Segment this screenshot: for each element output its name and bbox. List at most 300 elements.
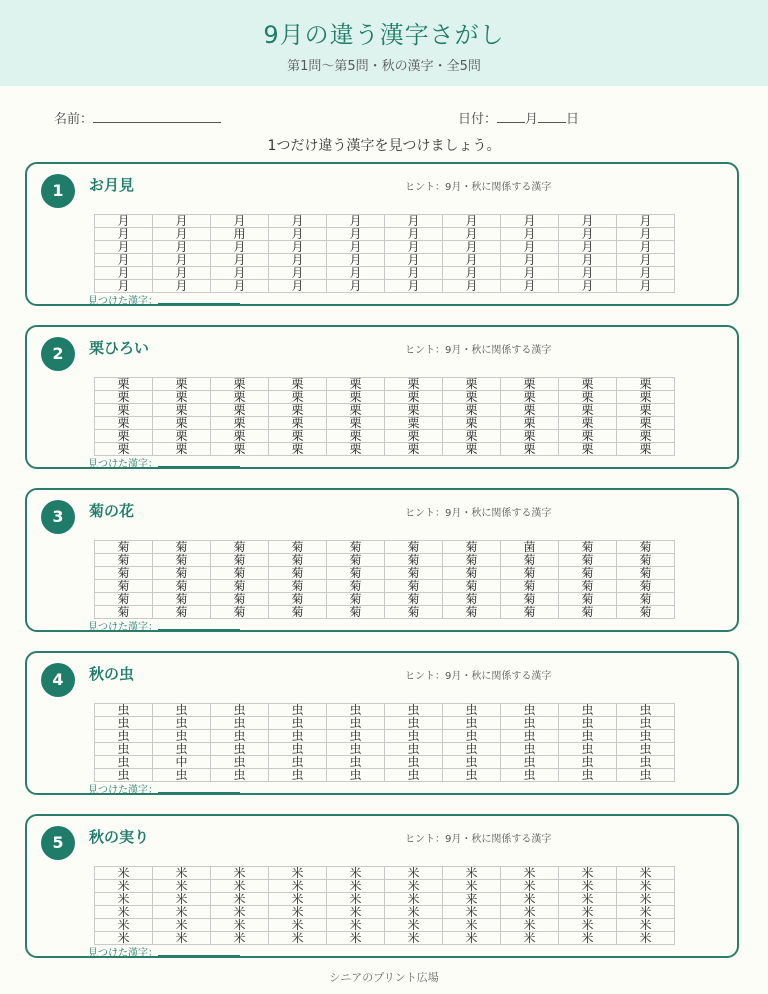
kanji-cell[interactable]: 米	[559, 880, 617, 893]
kanji-cell[interactable]: 虫	[327, 704, 385, 717]
kanji-cell[interactable]: 菊	[443, 606, 501, 619]
kanji-cell[interactable]: 虫	[443, 730, 501, 743]
kanji-cell[interactable]: 栗	[327, 443, 385, 456]
kanji-cell[interactable]: 菊	[443, 541, 501, 554]
kanji-cell[interactable]: 栗	[385, 430, 443, 443]
kanji-cell[interactable]: 虫	[559, 704, 617, 717]
kanji-cell[interactable]: 月	[501, 241, 559, 254]
kanji-cell[interactable]: 米	[95, 919, 153, 932]
kanji-cell[interactable]: 月	[269, 215, 327, 228]
kanji-cell[interactable]: 栗	[327, 391, 385, 404]
kanji-cell[interactable]: 米	[443, 867, 501, 880]
kanji-cell[interactable]: 菊	[327, 593, 385, 606]
kanji-cell[interactable]: 栗	[153, 391, 211, 404]
kanji-cell[interactable]: 米	[211, 867, 269, 880]
kanji-cell[interactable]: 栗	[211, 443, 269, 456]
kanji-cell[interactable]: 米	[211, 919, 269, 932]
kanji-cell[interactable]: 米	[327, 932, 385, 945]
kanji-cell[interactable]: 月	[443, 241, 501, 254]
kanji-cell[interactable]: 月	[153, 254, 211, 267]
kanji-cell[interactable]: 栗	[501, 391, 559, 404]
kanji-cell[interactable]: 栗	[443, 430, 501, 443]
kanji-cell[interactable]: 菊	[211, 567, 269, 580]
kanji-cell[interactable]: 月	[559, 215, 617, 228]
kanji-cell[interactable]: 米	[327, 906, 385, 919]
kanji-cell[interactable]: 月	[95, 215, 153, 228]
kanji-cell[interactable]: 虫	[211, 730, 269, 743]
kanji-cell[interactable]: 中	[153, 756, 211, 769]
kanji-cell[interactable]: 月	[327, 228, 385, 241]
kanji-cell[interactable]: 菊	[95, 593, 153, 606]
kanji-cell[interactable]: 米	[153, 919, 211, 932]
kanji-cell[interactable]: 米	[501, 893, 559, 906]
kanji-cell[interactable]: 栗	[559, 430, 617, 443]
kanji-cell[interactable]: 虫	[269, 730, 327, 743]
kanji-cell[interactable]: 月	[269, 228, 327, 241]
kanji-cell[interactable]: 虫	[559, 717, 617, 730]
kanji-cell[interactable]: 月	[617, 280, 675, 293]
kanji-cell[interactable]: 菊	[385, 593, 443, 606]
kanji-cell[interactable]: 栗	[95, 378, 153, 391]
kanji-cell[interactable]: 菊	[385, 567, 443, 580]
kanji-cell[interactable]: 栗	[269, 443, 327, 456]
name-blank[interactable]	[93, 110, 221, 123]
kanji-cell[interactable]: 栗	[617, 404, 675, 417]
kanji-cell[interactable]: 米	[501, 867, 559, 880]
kanji-cell[interactable]: 菊	[385, 580, 443, 593]
kanji-cell[interactable]: 米	[559, 932, 617, 945]
kanji-cell[interactable]: 虫	[95, 704, 153, 717]
kanji-cell[interactable]: 米	[211, 893, 269, 906]
kanji-cell[interactable]: 菊	[211, 580, 269, 593]
kanji-cell[interactable]: 菊	[95, 606, 153, 619]
kanji-cell[interactable]: 菊	[269, 606, 327, 619]
date-field[interactable]	[458, 108, 579, 127]
kanji-cell[interactable]: 栗	[443, 443, 501, 456]
kanji-cell[interactable]: 菊	[443, 580, 501, 593]
kanji-cell[interactable]: 米	[211, 880, 269, 893]
kanji-cell[interactable]: 虫	[617, 704, 675, 717]
kanji-cell[interactable]: 菊	[269, 580, 327, 593]
kanji-cell[interactable]: 虫	[327, 756, 385, 769]
kanji-cell[interactable]: 月	[617, 254, 675, 267]
kanji-cell[interactable]: 米	[559, 867, 617, 880]
kanji-cell[interactable]: 虫	[95, 717, 153, 730]
kanji-cell[interactable]: 菊	[153, 554, 211, 567]
kanji-cell[interactable]: 菊	[617, 567, 675, 580]
kanji-cell[interactable]: 月	[211, 280, 269, 293]
kanji-cell[interactable]: 菊	[617, 580, 675, 593]
kanji-cell[interactable]: 栗	[269, 430, 327, 443]
kanji-cell[interactable]: 栗	[269, 391, 327, 404]
kanji-cell[interactable]: 栗	[385, 391, 443, 404]
kanji-cell[interactable]: 米	[211, 932, 269, 945]
kanji-cell[interactable]: 栗	[617, 417, 675, 430]
kanji-cell[interactable]: 米	[559, 919, 617, 932]
kanji-cell[interactable]: 栗	[617, 378, 675, 391]
kanji-cell[interactable]: 虫	[95, 769, 153, 782]
kanji-cell[interactable]: 菊	[95, 580, 153, 593]
kanji-cell[interactable]: 菊	[95, 541, 153, 554]
kanji-cell[interactable]: 米	[327, 893, 385, 906]
kanji-cell[interactable]: 月	[501, 215, 559, 228]
kanji-cell[interactable]: 菊	[327, 580, 385, 593]
kanji-cell[interactable]: 栗	[443, 404, 501, 417]
kanji-cell[interactable]: 虫	[385, 730, 443, 743]
kanji-cell[interactable]: 米	[153, 932, 211, 945]
kanji-cell[interactable]: 虫	[501, 743, 559, 756]
kanji-cell[interactable]: 虫	[559, 730, 617, 743]
kanji-cell[interactable]: 栗	[617, 430, 675, 443]
kanji-cell[interactable]: 栗	[153, 378, 211, 391]
kanji-cell[interactable]: 栗	[559, 378, 617, 391]
kanji-cell[interactable]: 菊	[211, 541, 269, 554]
kanji-cell[interactable]: 米	[95, 932, 153, 945]
kanji-cell[interactable]: 月	[443, 280, 501, 293]
kanji-cell[interactable]: 月	[559, 267, 617, 280]
kanji-cell[interactable]: 栗	[327, 430, 385, 443]
kanji-cell[interactable]: 虫	[211, 756, 269, 769]
kanji-cell[interactable]: 虫	[95, 756, 153, 769]
found-answer-field[interactable]	[88, 944, 240, 959]
kanji-cell[interactable]: 月	[501, 267, 559, 280]
kanji-cell[interactable]: 栗	[211, 404, 269, 417]
kanji-cell[interactable]: 月	[617, 228, 675, 241]
kanji-cell[interactable]: 栗	[153, 417, 211, 430]
kanji-cell[interactable]: 米	[443, 932, 501, 945]
kanji-cell[interactable]: 月	[269, 241, 327, 254]
month-blank[interactable]	[497, 110, 525, 123]
kanji-cell[interactable]: 菊	[443, 554, 501, 567]
kanji-cell[interactable]: 米	[443, 919, 501, 932]
kanji-cell[interactable]: 米	[501, 880, 559, 893]
kanji-cell[interactable]: 虫	[211, 769, 269, 782]
kanji-cell[interactable]: 虫	[327, 743, 385, 756]
kanji-cell[interactable]: 米	[211, 906, 269, 919]
kanji-cell[interactable]: 粟	[385, 417, 443, 430]
kanji-cell[interactable]: 月	[501, 280, 559, 293]
kanji-cell[interactable]: 虫	[153, 743, 211, 756]
kanji-cell[interactable]: 月	[95, 228, 153, 241]
kanji-cell[interactable]: 虫	[617, 769, 675, 782]
kanji-cell[interactable]: 菊	[211, 606, 269, 619]
name-field[interactable]	[54, 108, 221, 127]
kanji-cell[interactable]: 月	[327, 267, 385, 280]
kanji-cell[interactable]: 月	[153, 267, 211, 280]
kanji-cell[interactable]: 月	[211, 215, 269, 228]
kanji-cell[interactable]: 月	[153, 280, 211, 293]
kanji-cell[interactable]: 菊	[559, 541, 617, 554]
kanji-cell[interactable]: 月	[559, 254, 617, 267]
kanji-cell[interactable]: 米	[327, 880, 385, 893]
kanji-cell[interactable]: 菊	[617, 541, 675, 554]
kanji-cell[interactable]: 菊	[211, 554, 269, 567]
kanji-cell[interactable]: 菊	[501, 567, 559, 580]
kanji-cell[interactable]: 月	[211, 254, 269, 267]
kanji-cell[interactable]: 月	[327, 254, 385, 267]
kanji-cell[interactable]: 月	[559, 228, 617, 241]
kanji-cell[interactable]: 虫	[559, 743, 617, 756]
kanji-cell[interactable]: 米	[95, 893, 153, 906]
kanji-cell[interactable]: 月	[559, 280, 617, 293]
kanji-cell[interactable]: 虫	[95, 730, 153, 743]
kanji-cell[interactable]: 虫	[327, 730, 385, 743]
kanji-cell[interactable]: 米	[95, 906, 153, 919]
kanji-cell[interactable]: 米	[385, 880, 443, 893]
kanji-cell[interactable]: 栗	[211, 378, 269, 391]
kanji-cell[interactable]: 菊	[559, 606, 617, 619]
kanji-cell[interactable]: 米	[501, 919, 559, 932]
kanji-cell[interactable]: 虫	[443, 704, 501, 717]
kanji-cell[interactable]: 虫	[617, 743, 675, 756]
kanji-cell[interactable]: 米	[443, 906, 501, 919]
kanji-cell[interactable]: 月	[153, 228, 211, 241]
kanji-cell[interactable]: 菊	[559, 580, 617, 593]
kanji-cell[interactable]: 栗	[385, 378, 443, 391]
kanji-cell[interactable]: 虫	[385, 717, 443, 730]
kanji-cell[interactable]: 米	[385, 867, 443, 880]
kanji-cell[interactable]: 菊	[501, 554, 559, 567]
found-answer-blank[interactable]	[158, 783, 240, 793]
kanji-cell[interactable]: 米	[443, 880, 501, 893]
kanji-cell[interactable]: 菊	[269, 554, 327, 567]
kanji-cell[interactable]: 栗	[385, 404, 443, 417]
kanji-cell[interactable]: 菊	[327, 567, 385, 580]
kanji-cell[interactable]: 栗	[443, 417, 501, 430]
kanji-cell[interactable]: 月	[385, 215, 443, 228]
kanji-cell[interactable]: 米	[95, 880, 153, 893]
kanji-cell[interactable]: 栗	[559, 443, 617, 456]
kanji-cell[interactable]: 虫	[443, 717, 501, 730]
kanji-cell[interactable]: 菊	[211, 593, 269, 606]
kanji-cell[interactable]: 栗	[385, 443, 443, 456]
kanji-cell[interactable]: 菊	[269, 567, 327, 580]
kanji-cell[interactable]: 栗	[269, 404, 327, 417]
found-answer-blank[interactable]	[158, 946, 240, 956]
kanji-cell[interactable]: 米	[153, 906, 211, 919]
kanji-cell[interactable]: 米	[559, 893, 617, 906]
kanji-cell[interactable]: 米	[617, 906, 675, 919]
kanji-cell[interactable]: 栗	[211, 417, 269, 430]
kanji-cell[interactable]: 虫	[501, 769, 559, 782]
kanji-cell[interactable]: 菊	[153, 580, 211, 593]
kanji-cell[interactable]: 月	[327, 280, 385, 293]
kanji-cell[interactable]: 菊	[443, 567, 501, 580]
kanji-cell[interactable]: 栗	[617, 391, 675, 404]
kanji-cell[interactable]: 菌	[501, 541, 559, 554]
kanji-cell[interactable]: 虫	[559, 756, 617, 769]
kanji-cell[interactable]: 菊	[327, 541, 385, 554]
kanji-cell[interactable]: 月	[327, 215, 385, 228]
kanji-cell[interactable]: 月	[559, 241, 617, 254]
kanji-cell[interactable]: 月	[617, 215, 675, 228]
kanji-cell[interactable]: 虫	[327, 769, 385, 782]
kanji-cell[interactable]: 菊	[501, 580, 559, 593]
kanji-cell[interactable]: 栗	[559, 391, 617, 404]
kanji-cell[interactable]: 菊	[153, 593, 211, 606]
kanji-cell[interactable]: 栗	[95, 443, 153, 456]
kanji-cell[interactable]: 菊	[95, 567, 153, 580]
kanji-cell[interactable]: 月	[443, 254, 501, 267]
kanji-cell[interactable]: 菊	[501, 606, 559, 619]
kanji-cell[interactable]: 月	[153, 215, 211, 228]
kanji-cell[interactable]: 虫	[501, 704, 559, 717]
kanji-cell[interactable]: 米	[153, 867, 211, 880]
kanji-cell[interactable]: 虫	[443, 756, 501, 769]
kanji-cell[interactable]: 米	[617, 867, 675, 880]
kanji-cell[interactable]: 虫	[269, 717, 327, 730]
kanji-cell[interactable]: 虫	[501, 717, 559, 730]
kanji-cell[interactable]: 月	[327, 241, 385, 254]
kanji-cell[interactable]: 菊	[327, 554, 385, 567]
kanji-cell[interactable]: 米	[269, 867, 327, 880]
kanji-cell[interactable]: 虫	[269, 743, 327, 756]
kanji-cell[interactable]: 栗	[559, 417, 617, 430]
kanji-cell[interactable]: 月	[269, 280, 327, 293]
kanji-cell[interactable]: 菊	[559, 593, 617, 606]
kanji-cell[interactable]: 月	[385, 254, 443, 267]
kanji-cell[interactable]: 菊	[269, 541, 327, 554]
kanji-cell[interactable]: 栗	[501, 417, 559, 430]
kanji-cell[interactable]: 月	[95, 280, 153, 293]
kanji-cell[interactable]: 月	[443, 267, 501, 280]
kanji-cell[interactable]: 栗	[501, 430, 559, 443]
kanji-cell[interactable]: 菊	[617, 554, 675, 567]
kanji-cell[interactable]: 栗	[211, 430, 269, 443]
kanji-cell[interactable]: 栗	[501, 443, 559, 456]
kanji-cell[interactable]: 虫	[95, 743, 153, 756]
kanji-cell[interactable]: 月	[385, 241, 443, 254]
kanji-cell[interactable]: 虫	[385, 756, 443, 769]
kanji-cell[interactable]: 月	[501, 254, 559, 267]
kanji-cell[interactable]: 栗	[153, 404, 211, 417]
kanji-cell[interactable]: 虫	[211, 717, 269, 730]
kanji-cell[interactable]: 栗	[501, 378, 559, 391]
kanji-cell[interactable]: 米	[501, 906, 559, 919]
kanji-cell[interactable]: 月	[385, 267, 443, 280]
kanji-cell[interactable]: 米	[501, 932, 559, 945]
kanji-cell[interactable]: 月	[211, 267, 269, 280]
kanji-cell[interactable]: 米	[269, 880, 327, 893]
kanji-cell[interactable]: 米	[327, 919, 385, 932]
found-answer-field[interactable]	[88, 292, 240, 307]
kanji-cell[interactable]: 来	[443, 893, 501, 906]
kanji-cell[interactable]: 虫	[385, 769, 443, 782]
kanji-cell[interactable]: 米	[617, 880, 675, 893]
kanji-cell[interactable]: 菊	[617, 593, 675, 606]
kanji-cell[interactable]: 栗	[95, 391, 153, 404]
kanji-cell[interactable]: 米	[385, 932, 443, 945]
kanji-cell[interactable]: 米	[617, 932, 675, 945]
kanji-cell[interactable]: 菊	[95, 554, 153, 567]
kanji-cell[interactable]: 虫	[269, 704, 327, 717]
found-answer-field[interactable]	[88, 781, 240, 796]
kanji-cell[interactable]: 栗	[153, 430, 211, 443]
kanji-cell[interactable]: 菊	[559, 554, 617, 567]
kanji-cell[interactable]: 菊	[327, 606, 385, 619]
kanji-cell[interactable]: 栗	[617, 443, 675, 456]
kanji-cell[interactable]: 米	[327, 867, 385, 880]
kanji-cell[interactable]: 米	[95, 867, 153, 880]
kanji-cell[interactable]: 栗	[95, 404, 153, 417]
kanji-cell[interactable]: 米	[385, 906, 443, 919]
kanji-cell[interactable]: 月	[501, 228, 559, 241]
kanji-cell[interactable]: 虫	[443, 769, 501, 782]
kanji-cell[interactable]: 米	[269, 919, 327, 932]
found-answer-blank[interactable]	[158, 620, 240, 630]
kanji-cell[interactable]: 虫	[153, 730, 211, 743]
kanji-cell[interactable]: 栗	[95, 417, 153, 430]
kanji-cell[interactable]: 月	[269, 254, 327, 267]
kanji-cell[interactable]: 虫	[385, 704, 443, 717]
kanji-cell[interactable]: 菊	[617, 606, 675, 619]
kanji-cell[interactable]: 月	[95, 254, 153, 267]
kanji-cell[interactable]: 栗	[153, 443, 211, 456]
kanji-cell[interactable]: 菊	[443, 593, 501, 606]
kanji-cell[interactable]: 月	[617, 241, 675, 254]
kanji-cell[interactable]: 虫	[153, 769, 211, 782]
kanji-cell[interactable]: 虫	[211, 743, 269, 756]
kanji-cell[interactable]: 月	[269, 267, 327, 280]
kanji-cell[interactable]: 虫	[385, 743, 443, 756]
kanji-cell[interactable]: 栗	[501, 404, 559, 417]
kanji-cell[interactable]: 月	[617, 267, 675, 280]
kanji-cell[interactable]: 虫	[327, 717, 385, 730]
found-answer-field[interactable]	[88, 618, 240, 633]
kanji-cell[interactable]: 米	[385, 893, 443, 906]
kanji-cell[interactable]: 虫	[559, 769, 617, 782]
found-answer-blank[interactable]	[158, 457, 240, 467]
kanji-cell[interactable]: 栗	[269, 378, 327, 391]
kanji-cell[interactable]: 虫	[269, 769, 327, 782]
found-answer-blank[interactable]	[158, 294, 240, 304]
kanji-cell[interactable]: 菊	[385, 541, 443, 554]
kanji-cell[interactable]: 虫	[617, 730, 675, 743]
kanji-cell[interactable]: 虫	[501, 730, 559, 743]
kanji-cell[interactable]: 菊	[153, 606, 211, 619]
kanji-cell[interactable]: 米	[385, 919, 443, 932]
kanji-cell[interactable]: 月	[95, 241, 153, 254]
found-answer-field[interactable]	[88, 455, 240, 470]
kanji-cell[interactable]: 米	[153, 880, 211, 893]
kanji-cell[interactable]: 月	[443, 215, 501, 228]
kanji-cell[interactable]: 菊	[153, 541, 211, 554]
kanji-cell[interactable]: 菊	[269, 593, 327, 606]
kanji-cell[interactable]: 栗	[211, 391, 269, 404]
kanji-cell[interactable]: 栗	[327, 378, 385, 391]
kanji-cell[interactable]: 米	[153, 893, 211, 906]
day-blank[interactable]	[538, 110, 566, 123]
kanji-cell[interactable]: 虫	[617, 717, 675, 730]
kanji-cell[interactable]: 栗	[443, 378, 501, 391]
kanji-cell[interactable]: 虫	[153, 717, 211, 730]
kanji-cell[interactable]: 虫	[269, 756, 327, 769]
kanji-cell[interactable]: 虫	[153, 704, 211, 717]
kanji-cell[interactable]: 用	[211, 228, 269, 241]
kanji-cell[interactable]: 米	[617, 893, 675, 906]
kanji-cell[interactable]: 月	[95, 267, 153, 280]
kanji-cell[interactable]: 栗	[443, 391, 501, 404]
kanji-cell[interactable]: 米	[617, 919, 675, 932]
kanji-cell[interactable]: 虫	[501, 756, 559, 769]
kanji-cell[interactable]: 米	[559, 906, 617, 919]
kanji-cell[interactable]: 月	[385, 228, 443, 241]
kanji-cell[interactable]: 米	[269, 906, 327, 919]
kanji-cell[interactable]: 月	[153, 241, 211, 254]
kanji-cell[interactable]: 月	[385, 280, 443, 293]
kanji-cell[interactable]: 栗	[559, 404, 617, 417]
kanji-cell[interactable]: 菊	[385, 606, 443, 619]
